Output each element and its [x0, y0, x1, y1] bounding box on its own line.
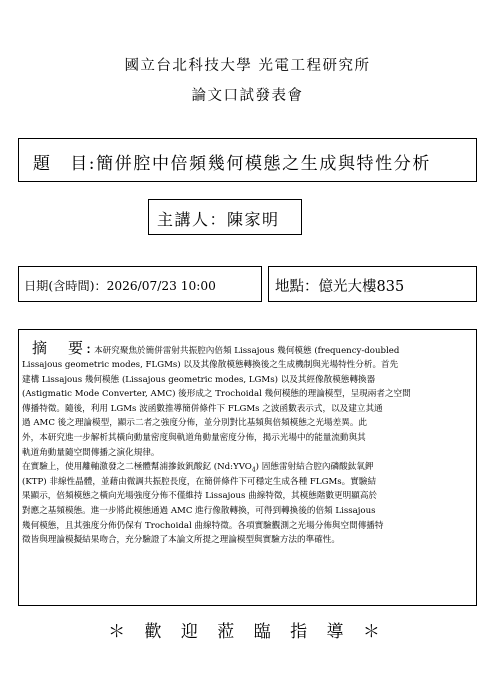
- date-box: [18, 266, 262, 302]
- title-box: [18, 138, 477, 182]
- abstract-heading: 摘 要:: [32, 339, 95, 357]
- abstract-line: 徵皆與理論模擬結果吻合，充分驗證了本論文所提之理論模型與實驗方法的準確性。: [22, 535, 340, 546]
- abstract-line: 幾何模態，且其強度分佈仍保有 Trochoidal 曲線特徵。各項實驗觀測之光場分佈與空間傳播特: [22, 520, 384, 531]
- abstract-box: [18, 329, 477, 606]
- abstract-line: [22, 460, 473, 475]
- abstract-text: [22, 338, 473, 548]
- speaker-label: 主講人：: [157, 210, 228, 229]
- abstract-line: Lissajous geometric modes, FLGMs) 以及其像散模態轉換後之生成機制與光場特性分析。首先: [22, 360, 399, 370]
- abstract-line-text: ) 固態雷射結合腔內磷酸鈦氧鉀: [255, 462, 374, 473]
- institute-name: 國立台北科技大學 光電工程研究所: [124, 58, 371, 74]
- title-value: 簡併腔中倍頻幾何模態之生成與特性分析: [96, 154, 431, 174]
- thesis-title: [33, 149, 431, 174]
- title-label: 題 目:: [33, 154, 97, 174]
- speaker-name: 陳家明: [227, 210, 280, 229]
- speaker-box: [148, 199, 302, 235]
- venue: [275, 275, 404, 296]
- venue-box: [268, 266, 477, 302]
- date: [24, 277, 216, 294]
- abstract-line: 外，本研究進一步解析其橫向動量密度與軌道角動量密度分佈，揭示光場中的能量流動與其: [22, 432, 366, 443]
- abstract-line: (Astigmatic Mode Converter, AMC) 後形成之 Trochoidal 幾何模態的理論模型，呈現兩者之空間: [22, 389, 411, 400]
- event-name: 論文口試發表會: [191, 88, 304, 104]
- venue-label: 地點：: [275, 279, 319, 295]
- venue-value: 億光大樓835: [318, 279, 405, 295]
- abstract-line: [22, 338, 473, 358]
- date-value: 2026/07/23 10:00: [106, 279, 216, 293]
- subscript: 4: [251, 466, 256, 474]
- abstract-line: 果顯示，倍頻模態之橫向光場強度分佈不僅維持 Lissajous 曲線特徵，其模態階數更明顯高於: [22, 491, 378, 502]
- abstract-line: 軌道角動量隨空間傳播之演化規律。: [22, 447, 160, 458]
- abstract-line: (KTP) 非線性晶體，並藉由微調共振腔長度，在簡併條件下可穩定生成各種 FLGMs。實驗結: [22, 476, 377, 487]
- welcome-message: ＊ 歡 迎 蒞 臨 指 導 ＊: [108, 622, 387, 642]
- abstract-line: 傳播特徵。隨後，利用 LGMs 波函數推導簡併條件下 FLGMs 之波函數表示式，以及建立其通: [22, 403, 383, 414]
- abstract-line: 建構 Lissajous 幾何模態 (Lissajous geometric modes, LGMs) 以及其經像散模態轉換器: [22, 374, 376, 385]
- abstract-line-text: 在實驗上，使用離軸激發之二極體幫浦摻釹釩酸釔 (Nd:YVO: [22, 462, 252, 473]
- abstract-line: 過 AMC 後之理論模型，顯示二者之強度分佈，並分別對比基頻與倍頻模態之光場差異。此: [22, 418, 368, 429]
- abstract-line-text: 本研究聚焦於簡併雷射共振腔內倍頻 Lissajous 幾何模態 (frequency-doubled: [94, 346, 400, 356]
- speaker: [157, 207, 280, 230]
- abstract-line: 對應之基頻模態。進一步將此模態通過 AMC 進行像散轉換，可得到轉換後的倍頻 Lissajous: [22, 505, 376, 516]
- date-label: 日期(含時間)：: [24, 279, 107, 293]
